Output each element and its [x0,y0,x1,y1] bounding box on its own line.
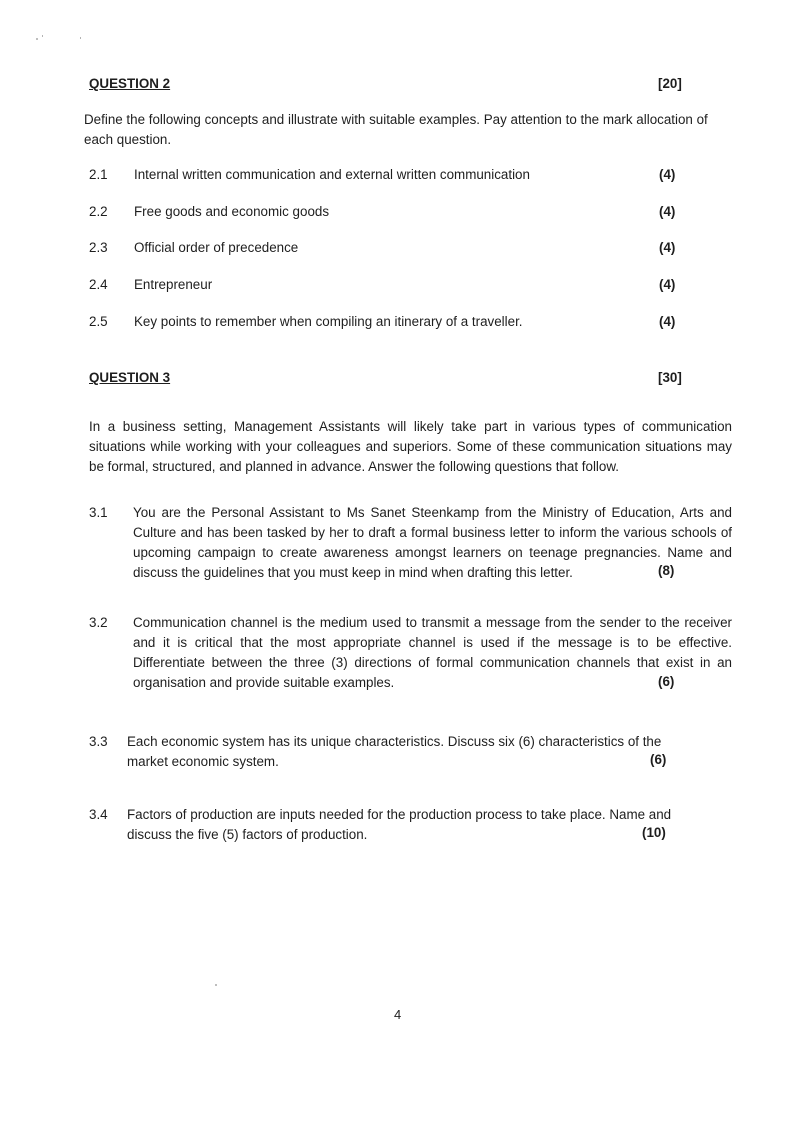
item-text: Factors of production are inputs needed for the production process to take place. Name and discuss the five (5) factors of production. [127,807,672,842]
item-text: Free goods and economic goods [134,204,330,219]
question-2-instructions: Define the following concepts and illustrate with suitable examples. Pay attention to the mark allocation of each question. [84,112,708,147]
item-marks: (6) [650,752,667,767]
scan-speck [80,37,81,39]
item-number: 2.5 [89,314,108,329]
page-number: 4 [394,1007,402,1022]
question-2-total-marks: [20] [658,76,682,91]
item-text: Entrepreneur [134,277,213,292]
item-text: You are the Personal Assistant to Ms Sanet Steenkamp from the Ministry of Education, Arts and Culture and has been tasked by her to draft a formal business letter to inform the various schools of upcoming campaign to create awareness amongst learners on teenage pregnancies. Name and discuss the guidelines that you must keep in mind when drafting this letter. [133,505,732,580]
item-number: 3.4 [89,807,108,822]
item-text: Key points to remember when compiling an itinerary of a traveller. [134,314,523,329]
item-marks: (4) [659,240,676,255]
item-marks: (4) [659,277,676,292]
item-number: 3.1 [89,505,108,520]
question-3-intro: In a business setting, Management Assistants will likely take part in various types of communication situations while working with your colleagues and superiors. Some of these communication situations may be formal, structured, and planned in advance. Answer the following questions that follow. [89,419,732,474]
item-marks: (10) [642,825,666,840]
scan-speck [36,38,38,40]
item-marks: (6) [658,674,675,689]
item-text: Communication channel is the medium used to transmit a message from the sender to the receiver and it is critical that the most appropriate channel is used if the message is to be effective. Differentiate between the three (3) directions of formal communication channels that exist in an organisation and provide suitable examples. [133,615,732,690]
question-3-total-marks: [30] [658,370,682,385]
item-number: 2.1 [89,167,108,182]
item-text: Official order of precedence [134,240,299,255]
item-marks: (4) [659,314,676,329]
question-2-heading: QUESTION 2 [89,76,171,91]
item-marks: (8) [658,563,675,578]
item-number: 2.2 [89,204,108,219]
item-number: 2.4 [89,277,108,292]
item-number: 2.3 [89,240,108,255]
item-text: Internal written communication and external written communication [134,167,530,182]
item-number: 3.3 [89,734,108,749]
question-3-heading: QUESTION 3 [89,370,171,385]
scan-speck [42,35,43,37]
item-number: 3.2 [89,615,108,630]
item-text: Each economic system has its unique characteristics. Discuss six (6) characteristics of the market economic system. [127,734,662,769]
scan-speck [215,984,217,986]
item-marks: (4) [659,167,676,182]
item-marks: (4) [659,204,676,219]
